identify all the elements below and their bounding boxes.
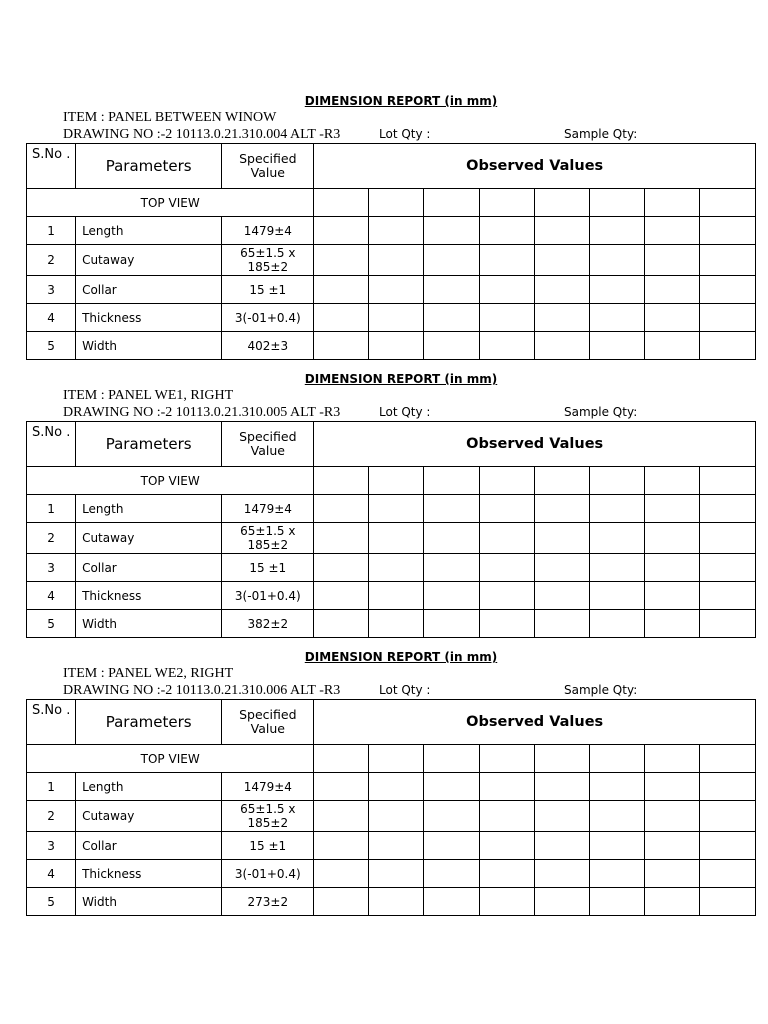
observed-cell[interactable]: [369, 217, 424, 245]
table-row: [27, 245, 756, 276]
lot-qty-label: Lot Qty :: [379, 127, 431, 141]
observed-cell[interactable]: [699, 554, 755, 582]
observed-cell[interactable]: [314, 888, 369, 916]
observed-cell[interactable]: [644, 610, 699, 638]
observed-cell[interactable]: [589, 832, 644, 860]
row-sno: 1: [27, 773, 76, 801]
observed-cell[interactable]: [699, 495, 755, 523]
observed-cell[interactable]: [534, 332, 589, 360]
observed-cell[interactable]: [479, 189, 534, 217]
observed-cell[interactable]: [534, 773, 589, 801]
table-row: [27, 276, 756, 304]
observed-cell[interactable]: [644, 276, 699, 304]
observed-cell[interactable]: [369, 332, 424, 360]
drawing-line: [26, 404, 756, 421]
table-row: [27, 832, 756, 860]
observed-cell[interactable]: [424, 773, 479, 801]
observed-cell[interactable]: [479, 245, 534, 276]
observed-cell[interactable]: [479, 332, 534, 360]
observed-cell[interactable]: [314, 189, 369, 217]
observed-values-header: Observed Values: [314, 422, 756, 467]
observed-values-header: Observed Values: [314, 700, 756, 745]
observed-cell[interactable]: [424, 523, 479, 554]
observed-cell[interactable]: [534, 554, 589, 582]
specified-value-header: Specified Value: [222, 700, 314, 745]
row-sno: 3: [27, 276, 76, 304]
parameters-header: Parameters: [76, 700, 222, 745]
observed-cell[interactable]: [369, 610, 424, 638]
row-specified-value: 65±1.5 x 185±2: [222, 245, 314, 276]
table-row: [27, 217, 756, 245]
report-title: DIMENSION REPORT (in mm): [304, 94, 498, 108]
row-parameter: Width: [76, 332, 222, 360]
observed-cell[interactable]: [589, 860, 644, 888]
observed-cell[interactable]: [479, 276, 534, 304]
row-specified-value: 65±1.5 x 185±2: [222, 523, 314, 554]
observed-cell[interactable]: [534, 610, 589, 638]
observed-cell[interactable]: [589, 467, 644, 495]
observed-cell[interactable]: [424, 245, 479, 276]
table-row: [27, 523, 756, 554]
observed-cell[interactable]: [314, 304, 369, 332]
dimension-report: [26, 371, 756, 638]
observed-cell[interactable]: [534, 245, 589, 276]
observed-cell[interactable]: [369, 888, 424, 916]
drawing-number: DRAWING NO :-2 10113.0.21.310.006 ALT -R3: [63, 683, 341, 698]
observed-cell[interactable]: [699, 467, 755, 495]
header-row: [27, 144, 756, 189]
observed-values-header: Observed Values: [314, 144, 756, 189]
observed-cell[interactable]: [589, 217, 644, 245]
observed-cell[interactable]: [644, 217, 699, 245]
row-specified-value: 3(-01+0.4): [222, 582, 314, 610]
observed-cell[interactable]: [314, 332, 369, 360]
table-row: [27, 610, 756, 638]
observed-cell[interactable]: [644, 582, 699, 610]
observed-cell[interactable]: [644, 773, 699, 801]
observed-cell[interactable]: [644, 888, 699, 916]
report-title: DIMENSION REPORT (in mm): [304, 372, 498, 386]
table-row: [27, 582, 756, 610]
row-sno: 2: [27, 801, 76, 832]
dimension-table: [26, 143, 756, 360]
row-parameter: Width: [76, 610, 222, 638]
observed-cell[interactable]: [479, 523, 534, 554]
observed-cell[interactable]: [644, 189, 699, 217]
row-sno: 1: [27, 217, 76, 245]
observed-cell[interactable]: [314, 523, 369, 554]
observed-cell[interactable]: [699, 217, 755, 245]
table-row: [27, 332, 756, 360]
row-specified-value: 382±2: [222, 610, 314, 638]
observed-cell[interactable]: [479, 582, 534, 610]
row-parameter: Length: [76, 773, 222, 801]
observed-cell[interactable]: [589, 801, 644, 832]
observed-cell[interactable]: [534, 495, 589, 523]
observed-cell[interactable]: [369, 860, 424, 888]
observed-cell[interactable]: [314, 554, 369, 582]
item-line: [26, 387, 756, 404]
observed-cell[interactable]: [534, 217, 589, 245]
observed-cell[interactable]: [424, 801, 479, 832]
observed-cell[interactable]: [369, 832, 424, 860]
row-specified-value: 15 ±1: [222, 554, 314, 582]
observed-cell[interactable]: [589, 332, 644, 360]
row-parameter: Cutaway: [76, 245, 222, 276]
row-parameter: Thickness: [76, 304, 222, 332]
observed-cell[interactable]: [644, 245, 699, 276]
row-specified-value: 3(-01+0.4): [222, 304, 314, 332]
observed-cell[interactable]: [699, 860, 755, 888]
observed-cell[interactable]: [369, 745, 424, 773]
observed-cell[interactable]: [314, 217, 369, 245]
row-specified-value: 65±1.5 x 185±2: [222, 801, 314, 832]
row-sno: 1: [27, 495, 76, 523]
observed-cell[interactable]: [479, 304, 534, 332]
observed-cell[interactable]: [314, 276, 369, 304]
row-specified-value: 15 ±1: [222, 832, 314, 860]
dimension-table: [26, 421, 756, 638]
observed-cell[interactable]: [369, 554, 424, 582]
observed-cell[interactable]: [369, 523, 424, 554]
drawing-line: [26, 682, 756, 699]
observed-cell[interactable]: [534, 832, 589, 860]
observed-cell[interactable]: [534, 523, 589, 554]
observed-cell[interactable]: [589, 745, 644, 773]
observed-cell[interactable]: [534, 582, 589, 610]
row-parameter: Collar: [76, 276, 222, 304]
row-parameter: Cutaway: [76, 523, 222, 554]
dimension-report: [26, 93, 756, 360]
observed-cell[interactable]: [534, 276, 589, 304]
observed-cell[interactable]: [644, 467, 699, 495]
observed-cell[interactable]: [424, 304, 479, 332]
row-sno: 2: [27, 245, 76, 276]
item-name: ITEM : PANEL BETWEEN WINOW: [63, 110, 277, 125]
observed-cell[interactable]: [699, 245, 755, 276]
observed-cell[interactable]: [424, 888, 479, 916]
observed-cell[interactable]: [644, 332, 699, 360]
observed-cell[interactable]: [369, 773, 424, 801]
table-row: [27, 888, 756, 916]
specified-value-header: Specified Value: [222, 422, 314, 467]
table-row: [27, 860, 756, 888]
observed-cell[interactable]: [369, 467, 424, 495]
row-parameter: Collar: [76, 554, 222, 582]
row-sno: 4: [27, 860, 76, 888]
observed-cell[interactable]: [644, 523, 699, 554]
observed-cell[interactable]: [314, 495, 369, 523]
observed-cell[interactable]: [699, 773, 755, 801]
observed-cell[interactable]: [699, 332, 755, 360]
item-line: [26, 109, 756, 126]
dimension-table: [26, 699, 756, 916]
observed-cell[interactable]: [479, 495, 534, 523]
parameters-header: Parameters: [76, 422, 222, 467]
observed-cell[interactable]: [644, 801, 699, 832]
view-row: [27, 189, 756, 217]
row-sno: 5: [27, 888, 76, 916]
observed-cell[interactable]: [479, 467, 534, 495]
observed-cell[interactable]: [644, 304, 699, 332]
observed-cell[interactable]: [424, 217, 479, 245]
observed-cell[interactable]: [314, 610, 369, 638]
row-parameter: Collar: [76, 832, 222, 860]
sno-header: S.No .: [27, 700, 76, 745]
item-line: [26, 665, 756, 682]
observed-cell[interactable]: [534, 467, 589, 495]
observed-cell[interactable]: [314, 245, 369, 276]
observed-cell[interactable]: [589, 276, 644, 304]
observed-cell[interactable]: [699, 189, 755, 217]
observed-cell[interactable]: [369, 582, 424, 610]
observed-cell[interactable]: [314, 860, 369, 888]
row-parameter: Width: [76, 888, 222, 916]
observed-cell[interactable]: [589, 888, 644, 916]
observed-cell[interactable]: [369, 801, 424, 832]
observed-cell[interactable]: [534, 860, 589, 888]
observed-cell[interactable]: [589, 189, 644, 217]
observed-cell[interactable]: [534, 189, 589, 217]
table-row: [27, 554, 756, 582]
sno-header: S.No .: [27, 144, 76, 189]
observed-cell[interactable]: [644, 554, 699, 582]
drawing-number: DRAWING NO :-2 10113.0.21.310.005 ALT -R3: [63, 405, 341, 420]
row-parameter: Cutaway: [76, 801, 222, 832]
observed-cell[interactable]: [424, 860, 479, 888]
observed-cell[interactable]: [424, 332, 479, 360]
row-specified-value: 15 ±1: [222, 276, 314, 304]
sample-qty-label: Sample Qty:: [564, 683, 638, 697]
observed-cell[interactable]: [314, 773, 369, 801]
view-row: [27, 467, 756, 495]
observed-cell[interactable]: [699, 745, 755, 773]
observed-cell[interactable]: [314, 801, 369, 832]
observed-cell[interactable]: [424, 582, 479, 610]
lot-qty-label: Lot Qty :: [379, 405, 431, 419]
observed-cell[interactable]: [644, 745, 699, 773]
report-title: DIMENSION REPORT (in mm): [304, 650, 498, 664]
observed-cell[interactable]: [424, 495, 479, 523]
row-sno: 5: [27, 332, 76, 360]
row-specified-value: 1479±4: [222, 773, 314, 801]
table-row: [27, 495, 756, 523]
observed-cell[interactable]: [314, 582, 369, 610]
observed-cell[interactable]: [644, 860, 699, 888]
row-parameter: Thickness: [76, 860, 222, 888]
row-sno: 3: [27, 554, 76, 582]
row-specified-value: 402±3: [222, 332, 314, 360]
drawing-number: DRAWING NO :-2 10113.0.21.310.004 ALT -R3: [63, 127, 341, 142]
observed-cell[interactable]: [644, 832, 699, 860]
specified-value-header: Specified Value: [222, 144, 314, 189]
row-specified-value: 273±2: [222, 888, 314, 916]
item-name: ITEM : PANEL WE2, RIGHT: [63, 666, 234, 681]
observed-cell[interactable]: [589, 582, 644, 610]
observed-cell[interactable]: [479, 610, 534, 638]
observed-cell[interactable]: [534, 304, 589, 332]
row-specified-value: 1479±4: [222, 217, 314, 245]
sno-header: S.No .: [27, 422, 76, 467]
view-row: [27, 745, 756, 773]
observed-cell[interactable]: [699, 832, 755, 860]
observed-cell[interactable]: [424, 745, 479, 773]
row-sno: 5: [27, 610, 76, 638]
observed-cell[interactable]: [424, 832, 479, 860]
observed-cell[interactable]: [699, 523, 755, 554]
observed-cell[interactable]: [479, 745, 534, 773]
observed-cell[interactable]: [699, 582, 755, 610]
view-label: TOP VIEW: [27, 467, 314, 495]
table-row: [27, 304, 756, 332]
observed-cell[interactable]: [589, 304, 644, 332]
row-sno: 2: [27, 523, 76, 554]
view-label: TOP VIEW: [27, 189, 314, 217]
observed-cell[interactable]: [369, 304, 424, 332]
drawing-line: [26, 126, 756, 143]
row-sno: 3: [27, 832, 76, 860]
sample-qty-label: Sample Qty:: [564, 127, 638, 141]
observed-cell[interactable]: [699, 888, 755, 916]
sample-qty-label: Sample Qty:: [564, 405, 638, 419]
observed-cell[interactable]: [479, 801, 534, 832]
row-parameter: Length: [76, 495, 222, 523]
observed-cell[interactable]: [589, 523, 644, 554]
header-row: [27, 422, 756, 467]
item-name: ITEM : PANEL WE1, RIGHT: [63, 388, 234, 403]
observed-cell[interactable]: [589, 773, 644, 801]
observed-cell[interactable]: [479, 832, 534, 860]
observed-cell[interactable]: [369, 495, 424, 523]
observed-cell[interactable]: [369, 276, 424, 304]
table-row: [27, 773, 756, 801]
row-specified-value: 1479±4: [222, 495, 314, 523]
observed-cell[interactable]: [424, 610, 479, 638]
observed-cell[interactable]: [699, 801, 755, 832]
observed-cell[interactable]: [479, 888, 534, 916]
observed-cell[interactable]: [589, 245, 644, 276]
observed-cell[interactable]: [589, 495, 644, 523]
observed-cell[interactable]: [369, 189, 424, 217]
view-label: TOP VIEW: [27, 745, 314, 773]
observed-cell[interactable]: [479, 773, 534, 801]
observed-cell[interactable]: [479, 217, 534, 245]
observed-cell[interactable]: [424, 189, 479, 217]
observed-cell[interactable]: [314, 832, 369, 860]
lot-qty-label: Lot Qty :: [379, 683, 431, 697]
observed-cell[interactable]: [699, 304, 755, 332]
observed-cell[interactable]: [534, 888, 589, 916]
observed-cell[interactable]: [314, 467, 369, 495]
row-specified-value: 3(-01+0.4): [222, 860, 314, 888]
observed-cell[interactable]: [424, 554, 479, 582]
dimension-report: [26, 649, 756, 916]
observed-cell[interactable]: [534, 745, 589, 773]
parameters-header: Parameters: [76, 144, 222, 189]
table-row: [27, 801, 756, 832]
row-sno: 4: [27, 304, 76, 332]
observed-cell[interactable]: [589, 554, 644, 582]
row-parameter: Thickness: [76, 582, 222, 610]
observed-cell[interactable]: [369, 245, 424, 276]
header-row: [27, 700, 756, 745]
observed-cell[interactable]: [699, 276, 755, 304]
observed-cell[interactable]: [424, 276, 479, 304]
observed-cell[interactable]: [479, 554, 534, 582]
observed-cell[interactable]: [314, 745, 369, 773]
observed-cell[interactable]: [479, 860, 534, 888]
row-sno: 4: [27, 582, 76, 610]
observed-cell[interactable]: [589, 610, 644, 638]
observed-cell[interactable]: [424, 467, 479, 495]
observed-cell[interactable]: [699, 610, 755, 638]
observed-cell[interactable]: [534, 801, 589, 832]
observed-cell[interactable]: [644, 495, 699, 523]
row-parameter: Length: [76, 217, 222, 245]
